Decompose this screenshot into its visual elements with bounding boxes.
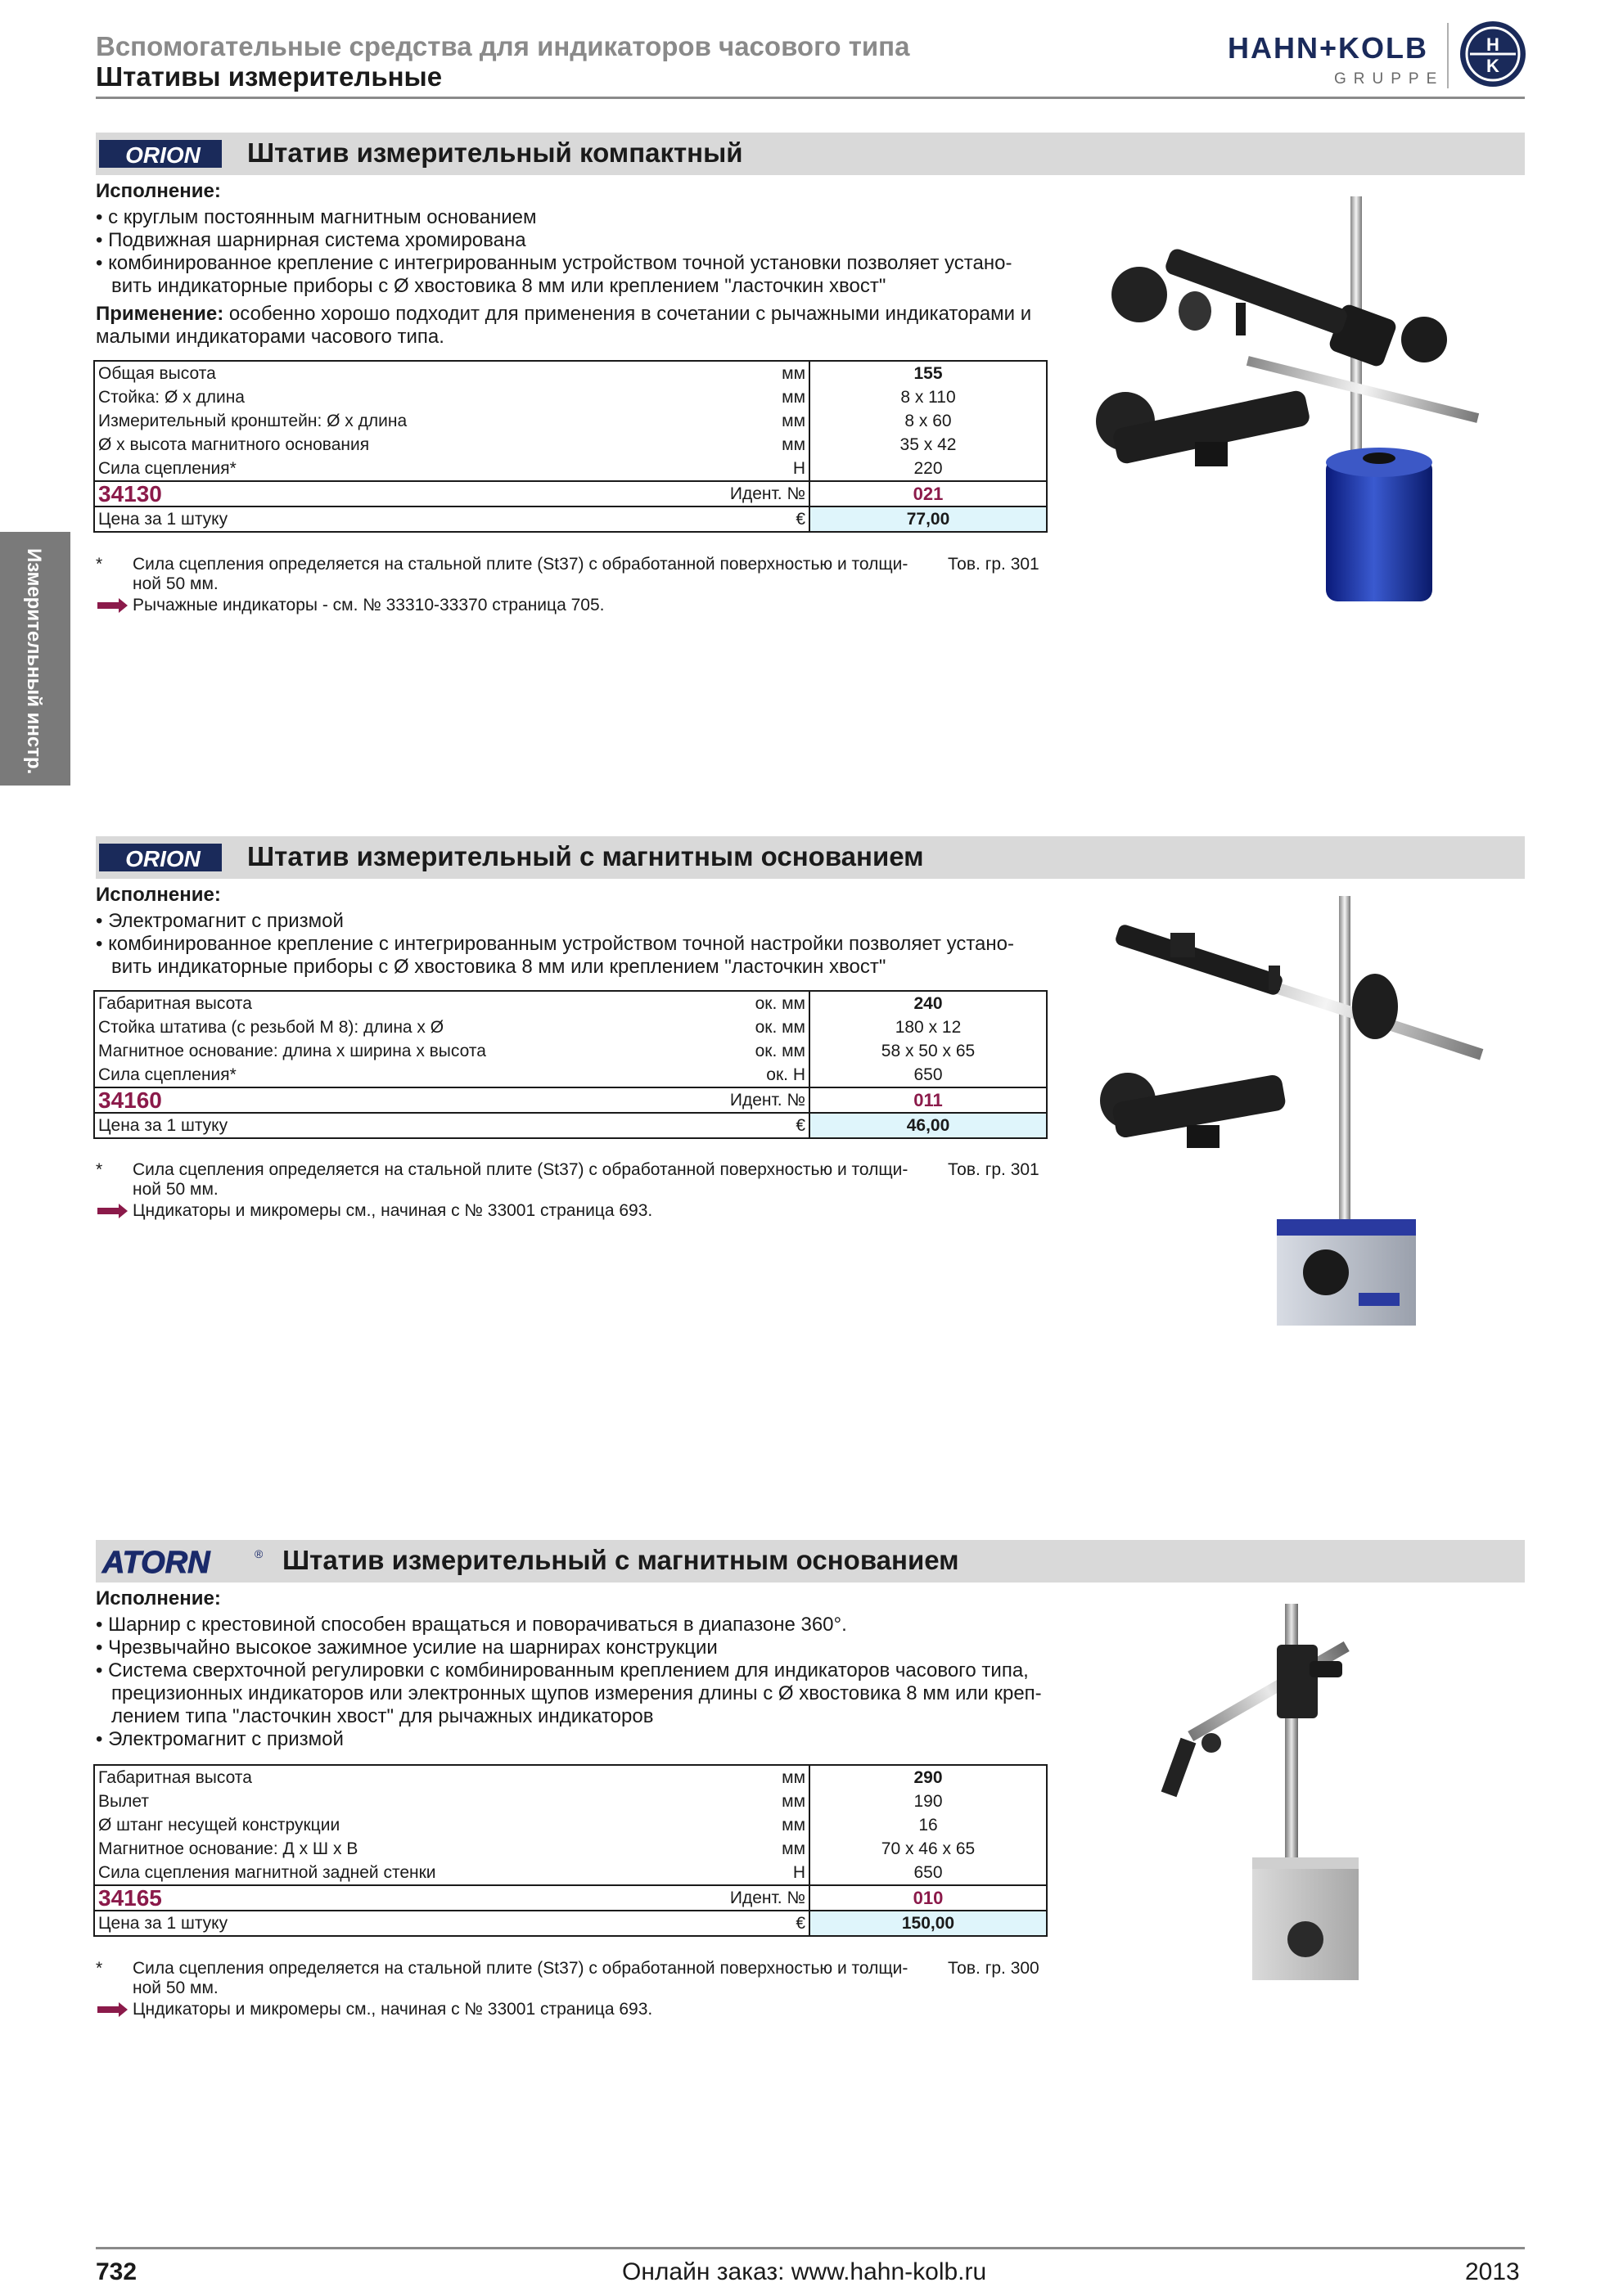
svg-text:H: H xyxy=(1486,34,1499,55)
price-value: 46,00 xyxy=(809,1113,1047,1138)
table-row: Магнитное основание: Д x Ш x В мм 70 x 46 x 65 xyxy=(94,1837,1047,1861)
section-2-exec-label: Исполнение: xyxy=(96,884,221,906)
section-1-band xyxy=(96,133,1525,175)
article-number: 34165 xyxy=(94,1885,704,1911)
section-3-bullet-1: • Шарнир с крестовиной способен вращаться и поворачиваться в диапазоне 360°. xyxy=(96,1614,847,1636)
table-row: Общая высота мм 155 xyxy=(94,361,1047,385)
section-3-bullet-3: • Система сверхточной регулировки с комбинированным креплением для индикаторов часового типа, xyxy=(96,1659,1029,1681)
table-row: Вылет мм 190 xyxy=(94,1790,1047,1813)
price-row: Цена за 1 штуку € 150,00 xyxy=(94,1911,1047,1936)
footer-rule xyxy=(96,2247,1525,2249)
table-row: Сила сцепления магнитной задней стенки Н 650 xyxy=(94,1861,1047,1885)
section-2-reference[interactable]: Цндикаторы и микромеры см., начиная с № 33001 страница 693. xyxy=(133,1201,653,1220)
section-1-bullet-3: • комбинированное крепление с интегрированным устройством точной установки позволяет устано- xyxy=(96,252,1012,274)
section-2-bullet-2: • комбинированное крепление с интегрированным устройством точной настройки позволяет устано- xyxy=(96,933,1014,955)
brand-logo-sub: GRUPPE xyxy=(1334,70,1445,88)
product-photo-compact-stand xyxy=(1080,188,1506,622)
page-number: 732 xyxy=(96,2258,138,2285)
product-photo-magnetic-stand xyxy=(1080,892,1506,1326)
section-3-bullet-3-cont: прецизионных индикаторов или электронных щупов измерения длины с Ø хвостовика 8 мм или креп- xyxy=(111,1682,1042,1704)
orion-logo-icon xyxy=(99,841,230,874)
arrow-right-icon xyxy=(96,2001,128,2018)
section-1-bullet-3-cont: вить индикаторные приборы с Ø хвостовика 8 мм или креплением "ласточкин хвост" xyxy=(111,275,886,297)
section-2-spec-table xyxy=(93,990,1048,1139)
price-value: 150,00 xyxy=(809,1911,1047,1936)
section-3-exec-label: Исполнение: xyxy=(96,1587,221,1609)
online-order-link[interactable]: Онлайн заказ: www.hahn-kolb.ru xyxy=(622,2258,987,2285)
section-2-title: Штатив измерительный с магнитным основанием xyxy=(247,841,924,871)
atorn-logo-icon xyxy=(99,1545,263,1578)
section-3-spec-table xyxy=(93,1764,1048,1937)
section-3-product-group: Тов. гр. 300 xyxy=(948,1959,1039,1978)
header-rule xyxy=(96,97,1525,99)
footnote-mark: * xyxy=(96,555,103,574)
section-1-bullet-2: • Подвижная шарнирная система хромирована xyxy=(96,229,526,251)
section-1-product-group: Тов. гр. 301 xyxy=(948,555,1039,574)
product-photo-atorn-stand xyxy=(1146,1596,1457,1997)
section-2-footnote-cont: ной 50 мм. xyxy=(133,1180,219,1199)
article-row: 34160 Идент. № 011 xyxy=(94,1087,1047,1113)
article-number: 34130 xyxy=(94,481,704,506)
section-3-bullet-4: • Электромагнит с призмой xyxy=(96,1728,344,1750)
section-1-reference[interactable]: Рычажные индикаторы - см. № 33310-33370 страница 705. xyxy=(133,596,605,615)
article-row: 34130 Идент. № 021 xyxy=(94,481,1047,506)
price-row: Цена за 1 штуку € 46,00 xyxy=(94,1113,1047,1138)
section-1-footnote-cont: ной 50 мм. xyxy=(133,574,219,593)
svg-text:ORION: ORION xyxy=(125,142,201,168)
table-row: Магнитное основание: длина x ширина x высота ок. мм 58 x 50 x 65 xyxy=(94,1039,1047,1063)
arrow-right-icon xyxy=(96,1203,128,1219)
section-1-application-cont: малыми индикаторами часового типа. xyxy=(96,326,444,348)
section-1-application: Применение: особенно хорошо подходит для применения в сочетании с рычажными индикаторами и xyxy=(96,303,1032,325)
table-row: Стойка штатива (с резьбой M 8): длина x Ø ок. мм 180 x 12 xyxy=(94,1015,1047,1039)
footnote-mark: * xyxy=(96,1160,103,1179)
table-row: Габаритная высота ок. мм 240 xyxy=(94,991,1047,1015)
section-2-band xyxy=(96,836,1525,879)
side-tab[interactable] xyxy=(0,532,70,786)
article-row: 34165 Идент. № 010 xyxy=(94,1885,1047,1911)
svg-text:K: K xyxy=(1486,56,1499,76)
section-2-product-group: Тов. гр. 301 xyxy=(948,1160,1039,1179)
table-row: Ø штанг несущей конструкции мм 16 xyxy=(94,1813,1047,1837)
table-row: Сила сцепления* ок. Н 650 xyxy=(94,1063,1047,1087)
svg-text:ATORN: ATORN xyxy=(102,1546,210,1578)
table-row: Измерительный кронштейн: Ø x длина мм 8 x 60 xyxy=(94,409,1047,433)
section-3-title: Штатив измерительный с магнитным основанием xyxy=(282,1545,959,1575)
section-2-footnote: Сила сцепления определяется на стальной плите (St37) с обработанной поверхностью и толщи- xyxy=(133,1160,908,1179)
price-value: 77,00 xyxy=(809,506,1047,532)
brand-logo: HAHN+KOLB xyxy=(1228,31,1429,65)
footnote-mark: * xyxy=(96,1959,103,1978)
section-1-title: Штатив измерительный компактный xyxy=(247,137,743,168)
side-tab-label: Измерительный инстр. xyxy=(23,548,45,775)
table-row: Ø x высота магнитного основания мм 35 x 42 xyxy=(94,433,1047,457)
table-row: Сила сцепления* Н 220 xyxy=(94,457,1047,481)
table-row: Габаритная высота мм 290 xyxy=(94,1765,1047,1790)
table-row: Стойка: Ø x длина мм 8 x 110 xyxy=(94,385,1047,409)
orion-logo-icon xyxy=(99,137,230,170)
arrow-right-icon xyxy=(96,597,128,614)
section-3-footnote-cont: ной 50 мм. xyxy=(133,1979,219,1997)
section-2-bullet-1: • Электромагнит с призмой xyxy=(96,910,344,932)
price-row: Цена за 1 штуку € 77,00 xyxy=(94,506,1047,532)
header-category: Вспомогательные средства для индикаторов часового типа xyxy=(96,31,910,61)
section-3-reference[interactable]: Цндикаторы и микромеры см., начиная с № 33001 страница 693. xyxy=(133,2000,653,2019)
section-3-bullet-2: • Чрезвычайно высокое зажимное усилие на шарнирах конструкции xyxy=(96,1636,718,1659)
section-2-bullet-2-cont: вить индикаторные приборы с Ø хвостовика 8 мм или креплением "ласточкин хвост" xyxy=(111,956,886,978)
hk-emblem-icon xyxy=(1458,20,1527,88)
section-1-spec-table xyxy=(93,360,1048,533)
id-number: 010 xyxy=(809,1885,1047,1911)
catalog-year: 2013 xyxy=(1465,2258,1520,2285)
brand-separator xyxy=(1447,23,1449,88)
id-number: 021 xyxy=(809,481,1047,506)
section-3-footnote: Сила сцепления определяется на стальной плите (St37) с обработанной поверхностью и толщи- xyxy=(133,1959,908,1978)
section-3-band xyxy=(96,1540,1525,1582)
section-3-bullet-3-cont-2: лением типа "ласточкин хвост" для рычажных индикаторов xyxy=(111,1705,654,1727)
section-1-footnote: Сила сцепления определяется на стальной плите (St37) с обработанной поверхностью и толщи- xyxy=(133,555,908,574)
section-1-exec-label: Исполнение: xyxy=(96,180,221,202)
article-number: 34160 xyxy=(94,1087,704,1113)
id-number: 011 xyxy=(809,1087,1047,1113)
svg-text:ORION: ORION xyxy=(125,846,201,871)
section-1-bullet-1: • с круглым постоянным магнитным основанием xyxy=(96,206,537,228)
header-subcategory: Штативы измерительные xyxy=(96,61,443,92)
svg-text:®: ® xyxy=(255,1547,263,1560)
